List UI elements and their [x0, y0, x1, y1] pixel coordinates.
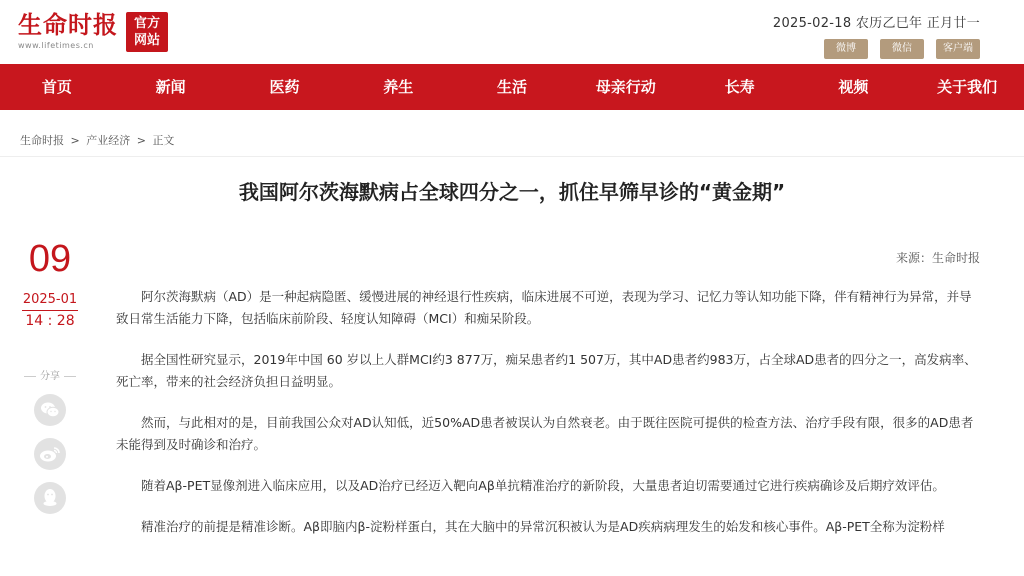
nav-item-health[interactable]: 养生	[383, 78, 414, 96]
nav-item-news[interactable]: 新闻	[155, 78, 186, 96]
publish-day: 09	[28, 238, 72, 280]
qq-icon	[42, 488, 58, 508]
share-label: 分享	[18, 367, 82, 382]
app-client-button[interactable]: 客户端	[936, 39, 980, 59]
logo-title: 生命时报	[18, 10, 118, 39]
breadcrumb-home[interactable]: 生命时报	[20, 134, 64, 147]
nav-item-about[interactable]: 关于我们	[937, 78, 998, 96]
article-body	[116, 286, 982, 557]
nav-item-home[interactable]: 首页	[41, 78, 72, 96]
date-divider	[22, 310, 78, 311]
site-logo[interactable]	[18, 10, 168, 56]
nav-item-video[interactable]: 视频	[838, 78, 869, 96]
weibo-icon	[39, 445, 61, 463]
breadcrumb-separator: >	[70, 134, 80, 147]
article-paragraph: 据全国性研究显示，2019年中国 60 岁以上人群MCI约3 877万，痴呆患者约1 507万，其中AD患者约983万，占全球AD患者的四分之一，高发病率、死亡率，带来的社会经济负担日益明显。	[116, 352, 977, 389]
nav-item-longevity[interactable]: 长寿	[724, 78, 755, 96]
main-nav	[0, 64, 1024, 110]
nav-item-mother-action[interactable]: 母亲行动	[595, 78, 656, 96]
breadcrumb-current: 正文	[152, 134, 175, 147]
weibo-share-button[interactable]	[34, 438, 66, 470]
site-header	[0, 0, 1024, 64]
wechat-button[interactable]: 微信	[880, 39, 924, 59]
article-source: 来源：生命时报	[895, 251, 980, 265]
nav-item-life[interactable]: 生活	[497, 78, 528, 96]
breadcrumb-divider	[0, 156, 1024, 157]
current-date: 2025-02-18 农历乙巳年 正月廿一	[772, 16, 980, 31]
breadcrumb-separator: >	[136, 134, 146, 147]
wechat-share-button[interactable]	[34, 394, 66, 426]
logo-text-block	[18, 10, 118, 50]
nav-item-medicine[interactable]: 医药	[269, 78, 300, 96]
article-title: 我国阿尔茨海默病占全球四分之一，抓住早筛早诊的“黄金期”	[238, 180, 786, 204]
header-right	[773, 12, 980, 59]
breadcrumb-category[interactable]: 产业经济	[86, 134, 131, 147]
badge-line-2: 网站	[133, 33, 160, 48]
logo-url: www.lifetimes.cn	[18, 41, 94, 50]
official-site-badge	[126, 12, 168, 52]
article-paragraph: 精准治疗的前提是精准诊断。Aβ即脑内β-淀粉样蛋白，其在大脑中的异常沉积被认为是AD疾病病理发生的始发和核心事件。Aβ-PET全称为淀粉样	[141, 519, 945, 534]
publish-date-column	[18, 236, 82, 514]
qq-share-button[interactable]	[34, 482, 66, 514]
article-paragraph: 然而，与此相对的是，目前我国公众对AD认知低，近50%AD患者被误认为自然衰老。由于既往医院可提供的检查方法、治疗手段有限，很多的AD患者未能得到及时确诊和治疗。	[116, 415, 974, 452]
publish-time: 14 : 28	[25, 313, 75, 329]
weibo-button[interactable]: 微博	[824, 39, 868, 59]
publish-month: 2025-01	[22, 292, 78, 307]
article-paragraph: 阿尔茨海默病（AD）是一种起病隐匿、缓慢进展的神经退行性疾病，临床进展不可逆，表现为学习、记忆力等认知功能下降，伴有精神行为异常，并导致日常生活能力下降，包括临床前阶段、轻度认知障碍（MCI）和痴呆阶段。	[116, 289, 972, 326]
social-buttons	[773, 39, 980, 59]
breadcrumb	[20, 132, 177, 148]
badge-line-1: 官方	[133, 16, 160, 31]
article-paragraph: 随着Aβ-PET显像剂进入临床应用，以及AD治疗已经迈入靶向Aβ单抗精准治疗的新阶段，大量患者迫切需要通过它进行疾病确诊及后期疗效评估。	[141, 478, 945, 493]
wechat-icon	[40, 401, 60, 419]
